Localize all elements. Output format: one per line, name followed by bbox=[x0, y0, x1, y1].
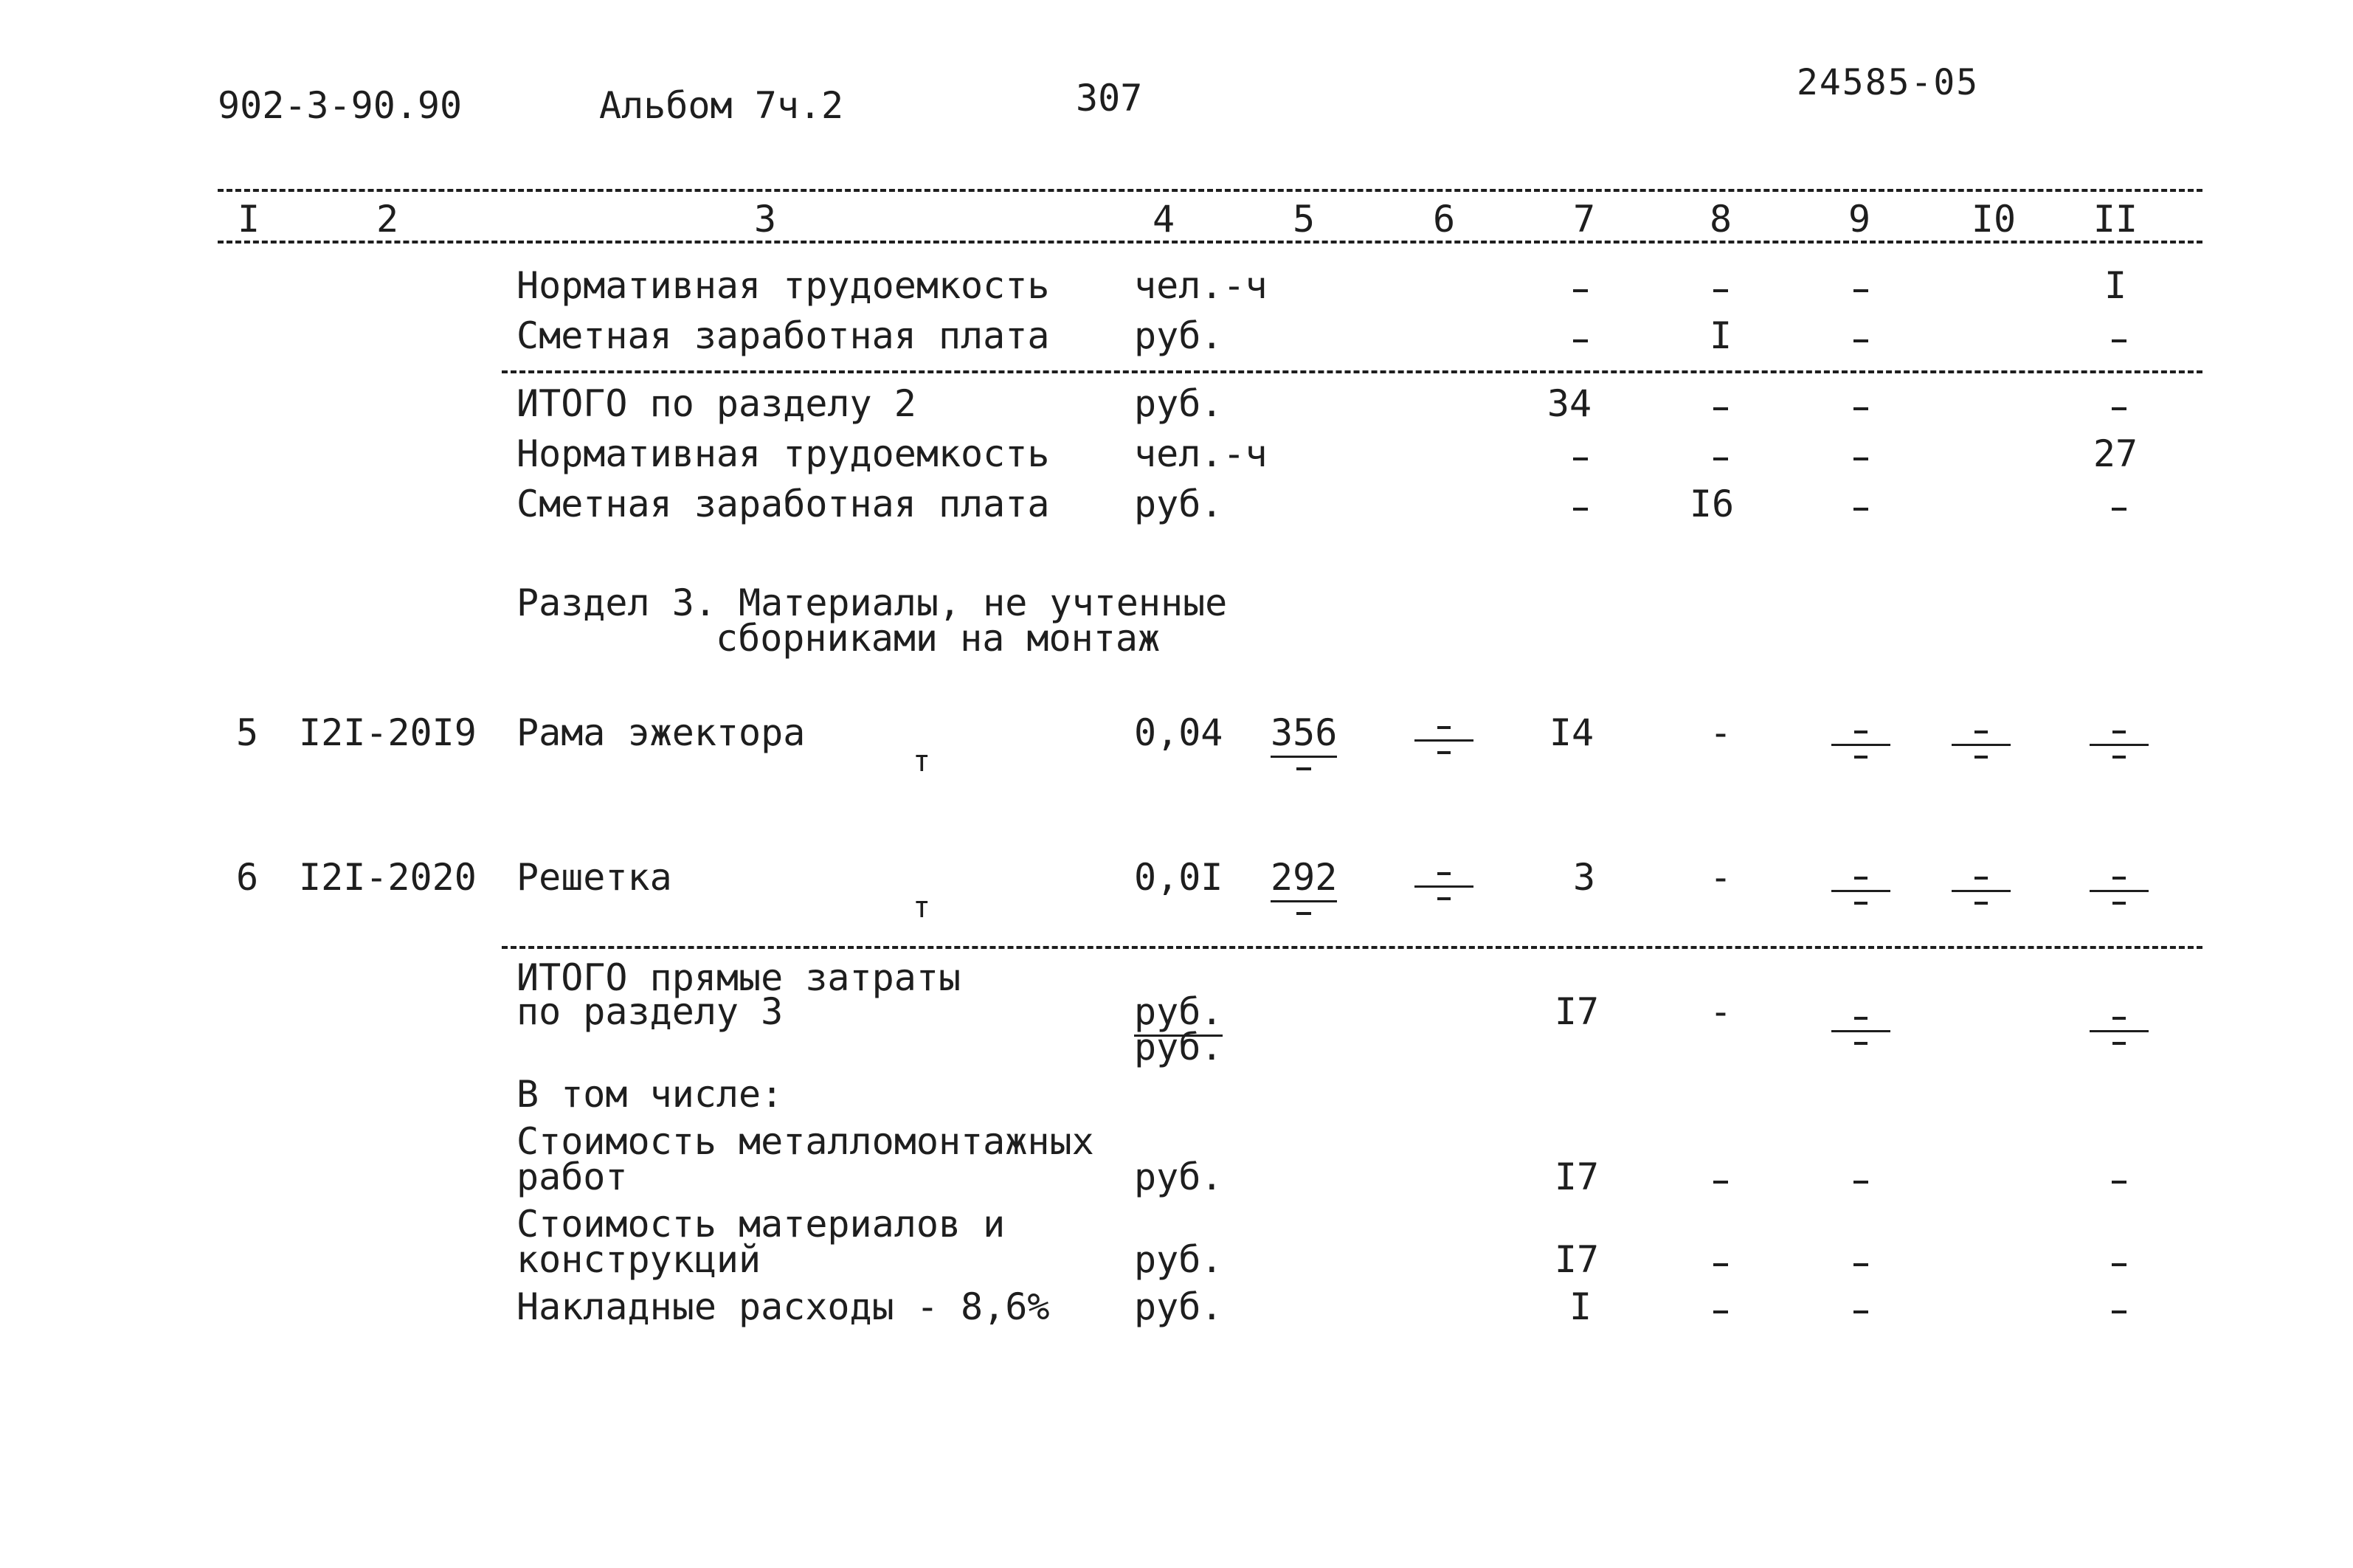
dash-mark bbox=[1573, 339, 1588, 342]
dash-fraction bbox=[1831, 863, 1890, 915]
col-header-8: 8 bbox=[1709, 198, 1732, 241]
metal-work-label-cont: работ bbox=[516, 1156, 628, 1198]
item-col8: - bbox=[1709, 856, 1732, 899]
dash-fraction bbox=[2090, 1004, 2149, 1055]
stamp-number: 24585-05 bbox=[1797, 62, 1980, 103]
section3-total-unit-top: руб. bbox=[1134, 990, 1223, 1037]
dash-mark bbox=[1853, 1263, 1868, 1266]
materials-unit: руб. bbox=[1134, 1238, 1223, 1281]
dash-fraction bbox=[1831, 1004, 1890, 1055]
section3-total-label: ИТОГО прямые затраты bbox=[516, 956, 961, 999]
dash-mark bbox=[1713, 1310, 1728, 1313]
section2-wage-unit: руб. bbox=[1134, 483, 1223, 525]
wage-unit: руб. bbox=[1134, 314, 1223, 357]
col-header-5: 5 bbox=[1292, 198, 1316, 241]
dash-fraction bbox=[1952, 717, 2011, 769]
col-header-4: 4 bbox=[1152, 198, 1175, 241]
dash-mark bbox=[1713, 1263, 1728, 1266]
col-header-6: 6 bbox=[1432, 198, 1456, 241]
col-header-10: I0 bbox=[1971, 198, 2017, 241]
labor-value-11: I bbox=[2104, 264, 2127, 307]
dash-mark bbox=[1296, 767, 1311, 770]
dash-mark bbox=[1573, 457, 1588, 460]
labor-label: Нормативная трудоемкость bbox=[516, 264, 1050, 307]
item-price-cell bbox=[1271, 711, 1338, 754]
metal-work-col7: I7 bbox=[1554, 1156, 1600, 1198]
section3-total-unit-bottom: руб. bbox=[1134, 1026, 1223, 1068]
dash-mark bbox=[1853, 457, 1868, 460]
item-price-cell bbox=[1271, 856, 1338, 899]
overhead-unit: руб. bbox=[1134, 1285, 1223, 1328]
dash-fraction bbox=[1414, 859, 1473, 911]
item-qty: 0,04 bbox=[1134, 711, 1223, 754]
item-price: 292 bbox=[1271, 856, 1337, 902]
item-number: 5 bbox=[236, 711, 259, 754]
labor-unit: чел.-ч bbox=[1134, 264, 1268, 307]
section2-labor-label: Нормативная трудоемкость bbox=[516, 432, 1050, 475]
dash-mark bbox=[1853, 1310, 1868, 1313]
header-bottom-rule bbox=[218, 241, 2202, 244]
metal-work-unit: руб. bbox=[1134, 1156, 1223, 1198]
section2-total-label: ИТОГО по разделу 2 bbox=[516, 382, 916, 425]
item-col8: - bbox=[1709, 711, 1732, 754]
item-code: I2I-2020 bbox=[299, 856, 477, 899]
item-number: 6 bbox=[236, 856, 259, 899]
dash-fraction bbox=[1831, 717, 1890, 769]
dash-mark bbox=[1853, 407, 1868, 410]
dash-mark bbox=[1713, 407, 1728, 410]
col-header-11: II bbox=[2093, 198, 2138, 241]
materials-label: Стоимость материалов и bbox=[516, 1203, 1006, 1246]
dash-mark bbox=[1573, 289, 1588, 292]
dash-mark bbox=[2112, 508, 2126, 511]
dash-mark bbox=[1853, 339, 1868, 342]
including-label: В том числе: bbox=[516, 1073, 784, 1116]
section2-total-col7: 34 bbox=[1547, 382, 1592, 425]
section2-wage-label: Сметная заработная плата bbox=[516, 483, 1050, 525]
section3-title: Раздел 3. Материалы, не учтенные bbox=[516, 581, 1228, 624]
section3-total-col7: I7 bbox=[1554, 990, 1600, 1033]
col-header-3: 3 bbox=[753, 198, 777, 241]
dash-mark bbox=[2112, 407, 2126, 410]
wage-label: Сметная заработная плата bbox=[516, 314, 1050, 357]
item-unit: т bbox=[913, 891, 931, 925]
page-number: 307 bbox=[1076, 77, 1143, 120]
section2-wage-value-8: I6 bbox=[1689, 483, 1735, 525]
col-header-2: 2 bbox=[376, 198, 399, 241]
section2-labor-value-11: 27 bbox=[2093, 432, 2138, 475]
dash-fraction bbox=[1952, 863, 2011, 915]
item-col7: 3 bbox=[1572, 856, 1596, 899]
doc-code: 902-3-90.90 bbox=[218, 84, 463, 127]
header-top-rule bbox=[218, 189, 2202, 192]
dash-fraction bbox=[1414, 713, 1473, 764]
dash-mark bbox=[2112, 1310, 2126, 1313]
dash-mark bbox=[1573, 508, 1588, 511]
section2-total-rule bbox=[502, 370, 2202, 373]
section3-total-unit-cell bbox=[1134, 990, 1223, 1033]
item-qty: 0,0I bbox=[1134, 856, 1223, 899]
dash-mark bbox=[1296, 912, 1311, 915]
section3-total-col8: - bbox=[1709, 990, 1732, 1033]
dash-mark bbox=[1713, 289, 1728, 292]
item-name: Решетка bbox=[516, 856, 672, 899]
item-col7: I4 bbox=[1549, 711, 1594, 754]
dash-fraction bbox=[2090, 863, 2149, 915]
section2-total-unit: руб. bbox=[1134, 382, 1223, 425]
metal-work-label: Стоимость металломонтажных bbox=[516, 1120, 1094, 1163]
dash-mark bbox=[2112, 339, 2126, 342]
item-name: Рама эжектора bbox=[516, 711, 806, 754]
section2-labor-unit: чел.-ч bbox=[1134, 432, 1268, 475]
dash-mark bbox=[2112, 1263, 2126, 1266]
section3-total-rule bbox=[502, 946, 2202, 949]
dash-mark bbox=[1853, 1181, 1868, 1184]
section3-title-cont: сборниками на монтаж bbox=[716, 617, 1161, 660]
album-label: Альбом 7ч.2 bbox=[599, 84, 844, 127]
item-unit: т bbox=[913, 745, 931, 778]
col-header-7: 7 bbox=[1572, 198, 1596, 241]
materials-col7: I7 bbox=[1554, 1238, 1600, 1281]
col-header-9: 9 bbox=[1848, 198, 1871, 241]
dash-mark bbox=[1713, 1181, 1728, 1184]
materials-label-cont: конструкций bbox=[516, 1238, 761, 1281]
dash-mark bbox=[2112, 1181, 2126, 1184]
dash-fraction bbox=[2090, 717, 2149, 769]
overhead-col7: I bbox=[1569, 1285, 1592, 1328]
overhead-label: Накладные расходы - 8,6% bbox=[516, 1285, 1050, 1328]
section3-total-label-cont: по разделу 3 bbox=[516, 990, 784, 1033]
item-code: I2I-20I9 bbox=[299, 711, 477, 754]
dash-mark bbox=[1853, 289, 1868, 292]
item-price: 356 bbox=[1271, 711, 1337, 758]
dash-mark bbox=[1853, 508, 1868, 511]
dash-mark bbox=[1713, 457, 1728, 460]
wage-value-8: I bbox=[1709, 314, 1732, 357]
col-header-1: I bbox=[237, 198, 260, 241]
